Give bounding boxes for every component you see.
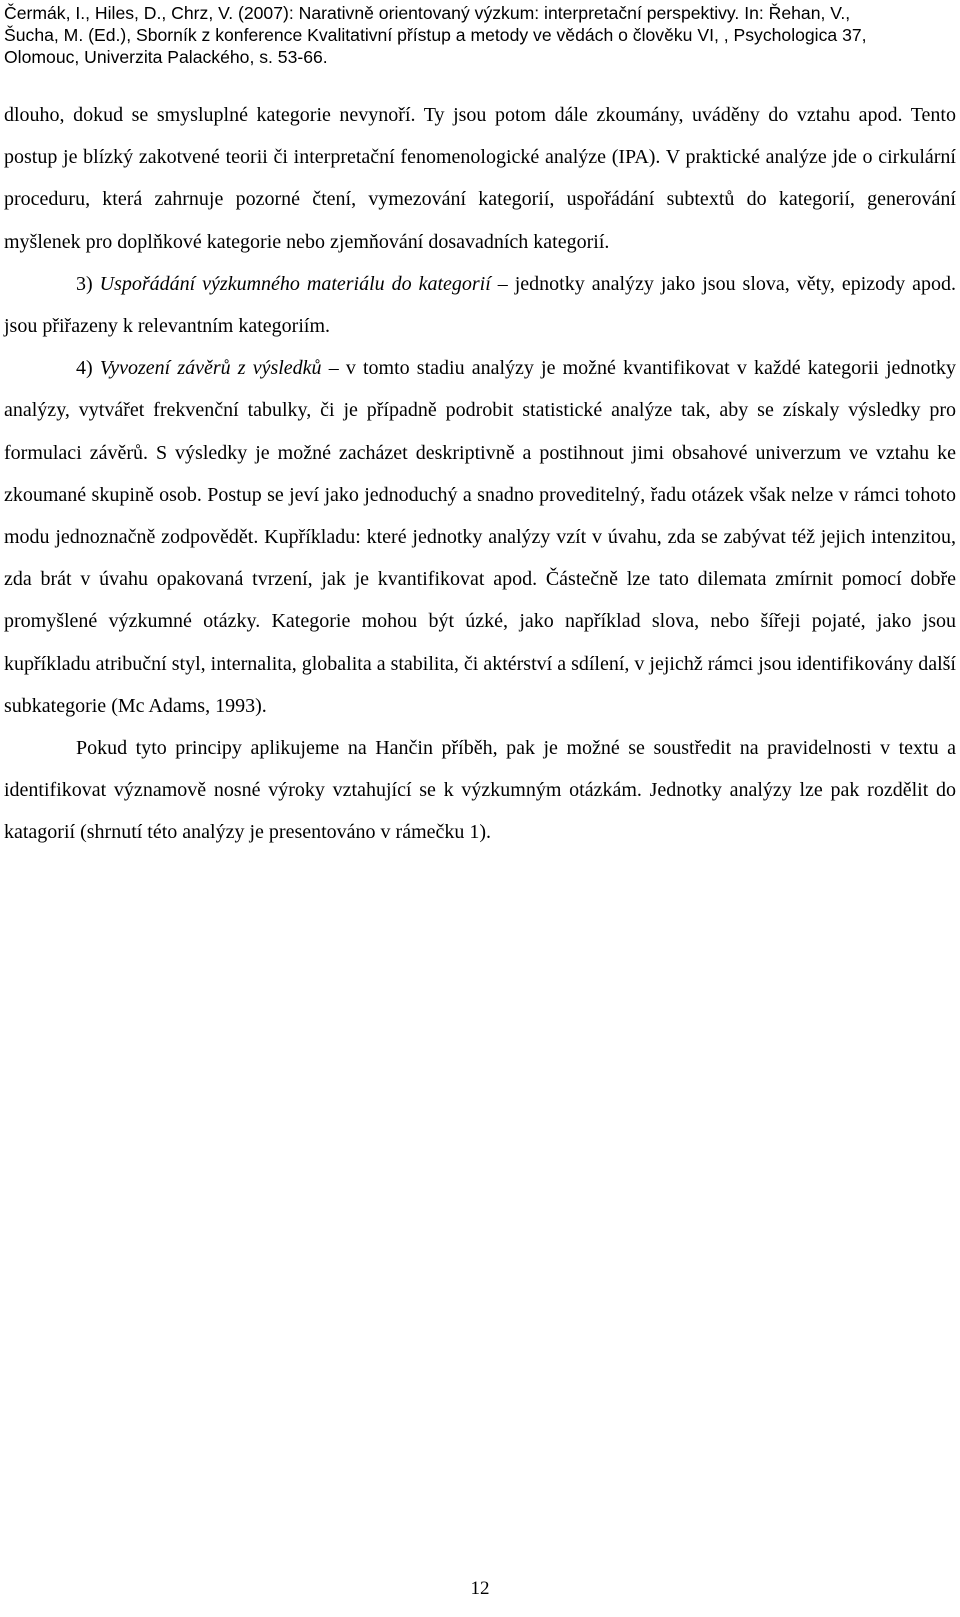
- paragraph-step-4: [4, 347, 956, 727]
- paragraph-step-3: [4, 263, 956, 347]
- citation-line-2: Šucha, M. (Ed.), Sborník z konference Kvalitativní přístup a metody ve vědách o člověku VI, , Psychologica 37,: [4, 25, 867, 45]
- step-4-heading: Vyvození závěrů z výsledků: [99, 357, 322, 380]
- paragraph-continuation: dlouho, dokud se smysluplné kategorie nevynoří. Ty jsou potom dále zkoumány, uváděny do vztahu apod. Tento postup je blízký zakotvené teorii či interpretační fenomenologické analýze (IPA). V praktické analýze jde o cirkulární proceduru, která zahrnuje pozorné čtení, vymezování kategorií, uspořádání subtextů do kategorií, generování myšlenek pro doplňkové kategorie nebo zjemňování dosavadních kategorií.: [4, 104, 956, 253]
- page-number: 12: [470, 1578, 490, 1599]
- paragraph-hancin-pribeh: Pokud tyto principy aplikujeme na Hančin příběh, pak je možné se soustředit na pravidelnosti v textu a identifikovat významově nosné výroky vztahující se k výzkumným otázkám. Jednotky analýzy lze pak rozdělit do katagorií (shrnutí této analýzy je presentováno v rámečku 1).: [4, 737, 956, 844]
- citation-line-1: Čermák, I., Hiles, D., Chrz, V. (2007): Narativně orientovaný výzkum: interpretační perspektivy. In: Řehan, V.,: [4, 3, 851, 23]
- document-body: [4, 94, 956, 854]
- citation-line-3: Olomouc, Univerzita Palackého, s. 53-66.: [4, 47, 328, 67]
- step-4-text: – v tomto stadiu analýzy je možné kvantifikovat v každé kategorii jednotky analýzy, vytvářet frekvenční tabulky, či je případně podrobit statistické analýze tak, aby se získaly výsledky pro formulaci závěrů. S výsledky je možné zacházet deskriptivně a postihnout jimi obsahové univerzum ve vztahu ke zkoumané skupině osob. Postup se jeví jako jednoduchý a snadno proveditelný, řadu otázek však nelze v rámci tohoto modu jednoznačně zodpovědět. Kupříkladu: které jednotky analýzy vzít v úvahu, zda se zabývat též jejich intenzitou, zda brát v úvahu opakovaná tvrzení, jak je kvantifikovat apod. Částečně lze tato dilemata zmírnit pomocí dobře promyšlené výzkumné otázky. Kategorie mohou být úzké, jako například slova, nebo šířeji pojaté, jako jsou kupříkladu atribuční styl, internalita, globalita a stabilita, či aktérství a sdílení, v jejichž rámci jsou identifikovány další subkategorie (Mc Adams, 1993).: [4, 357, 956, 717]
- step-4-number: 4): [76, 357, 93, 380]
- citation-header: [4, 2, 954, 68]
- step-3-text: – jednotky analýzy jako jsou slova, věty, epizody apod. jsou přiřazeny k relevantním kategoriím.: [4, 272, 956, 338]
- step-3-number: 3): [76, 272, 93, 295]
- step-3-heading: Uspořádání výzkumného materiálu do kategorií: [99, 272, 491, 295]
